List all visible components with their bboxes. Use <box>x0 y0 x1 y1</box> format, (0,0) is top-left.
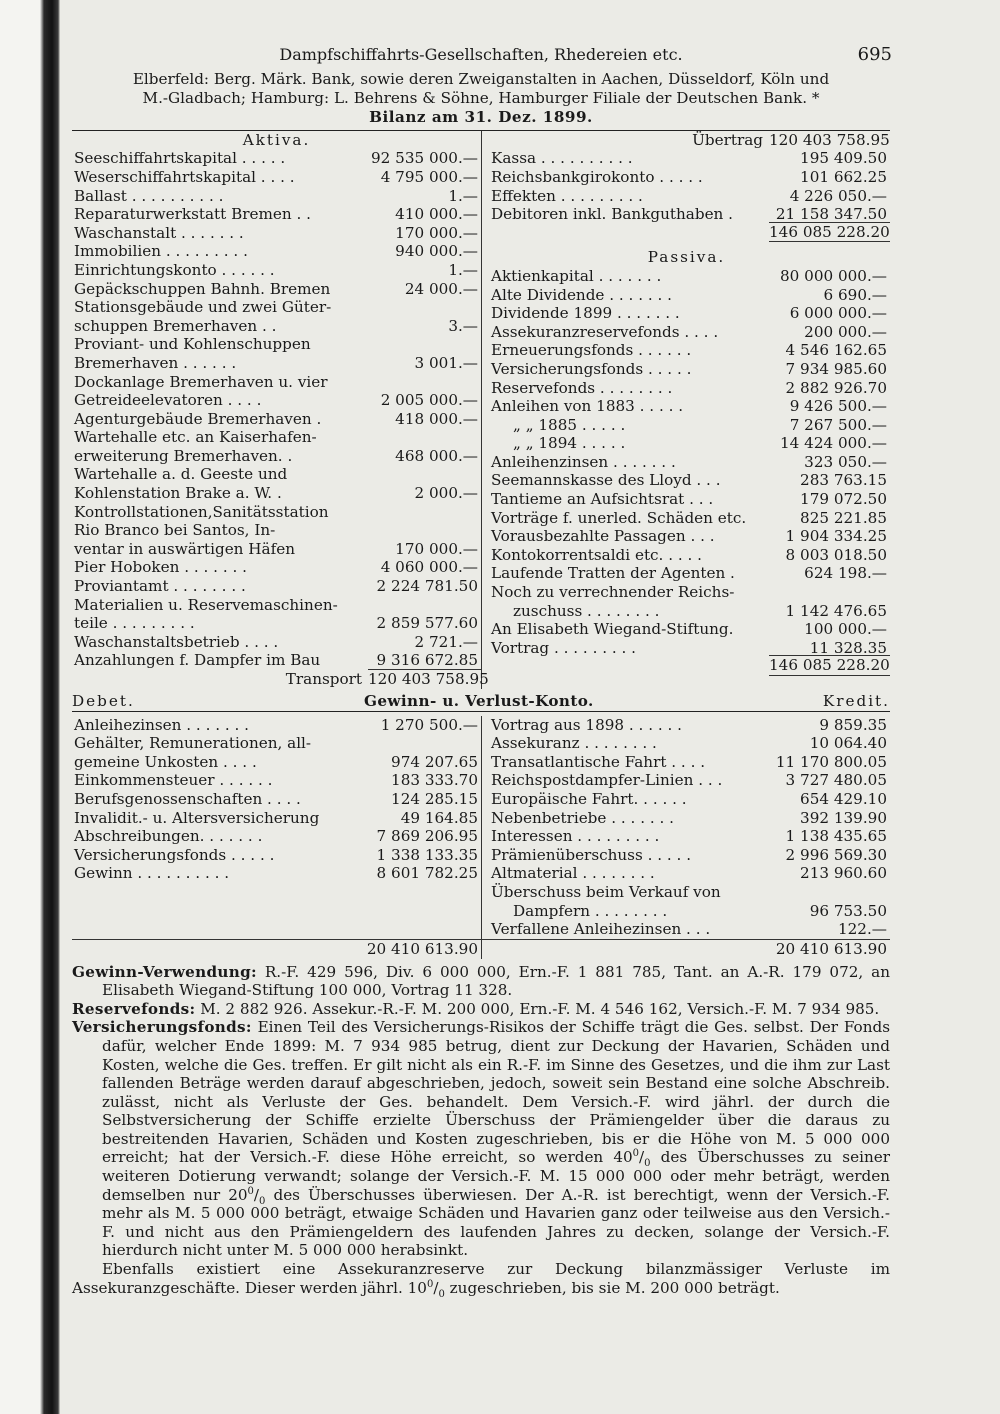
passiva-row-label: zuschuss . . . . . . . . <box>513 601 660 620</box>
passiva-row-label: An Elisabeth Wiegand-Stiftung. <box>491 620 734 639</box>
transport-label: Transport <box>285 670 362 688</box>
aktiva-passiva-right-column <box>482 131 890 689</box>
debit-row-label: Gewinn . . . . . . . . . . <box>74 864 230 883</box>
document-page <box>72 40 892 1300</box>
gewinn-verwendung-label: Gewinn-Verwendung: <box>72 962 257 981</box>
credit-row-label: Transatlantische Fahrt . . . . <box>491 752 706 771</box>
passiva-row <box>483 360 890 379</box>
credit-row-amount: 1 138 435.65 <box>785 827 887 846</box>
aktiva-rows <box>72 149 481 670</box>
passiva-row <box>483 471 890 490</box>
passiva-row-label: Vorträge f. unerled. Schäden etc. <box>491 508 747 527</box>
aktiva-row-label: Waschanstaltsbetrieb . . . . <box>74 632 279 651</box>
aktiva-row-label: Reparaturwerkstatt Bremen . . <box>74 205 311 224</box>
aktiva-cont-row-amount: 4 226 050.— <box>789 186 887 205</box>
credit-row-label: Überschuss beim Verkauf von <box>491 882 721 901</box>
aktiva-total: 146 085 228.20 <box>769 222 890 241</box>
passiva-row-amount: 9 426 500.— <box>789 397 887 416</box>
passiva-row-label: Reservefonds . . . . . . . . <box>491 378 673 397</box>
intro-line-1: Elberfeld: Berg. Märk. Bank, sowie deren Zweiganstalten in Aachen, Düsseldorf, Köln und <box>132 70 830 88</box>
aktiva-row-amount: 2 721.— <box>414 632 478 651</box>
aktiva-row <box>72 317 481 336</box>
assekuranzreserve-text-2: zugeschrieben, bis sie M. 200 000 beträgt. <box>444 1278 780 1297</box>
aktiva-row-amount: 2 859 577.60 <box>376 614 478 633</box>
credit-row-amount: 392 139.90 <box>800 808 887 827</box>
credit-row-amount: 3 727 480.05 <box>785 771 887 790</box>
intro-line-2: M.-Gladbach; Hamburg: L. Behrens & Söhne, Hamburger Filiale der Deutschen Bank. * <box>142 88 820 107</box>
passiva-total: 146 085 228.20 <box>769 656 890 675</box>
aktiva-row-amount: 410 000.— <box>395 205 478 224</box>
credit-row <box>483 734 890 753</box>
versicherungsfonds: Versicherungsfonds: Einen Teil des Versicherungs-Risikos der Schiffe trägt die Ges. selbst. Der Fonds dafür, welcher Ende 1899: M. 7 934 985 betrug, dient zur Deckung der Havarien, Schäden und Kosten, welche die Ges. treffen. Er gilt nicht als ein R.-F. im Sinne des Gesetzes, und die ihm zur Last fallenden Beträge werden darauf abgeschrieben, jedoch, soweit sein Bestand eine solche Abschreib. zulässt, nicht als Verluste der Ges. behandelt. Dem Versich.-F. wird jährl. der durch die Selbstversicherung der Schiffe erzielte Überschuss der Prämiengelder über die daraus zu bestreitenden Havarien, Schäden und Kosten zugeschrieben, bis er die Höhe von M. 5 000 000 erreicht; hat der Versich.-F. diese Höhe erreicht, so werden $40^0/_0$ des Überschusses zu seiner weiteren Dotierung verwandt; solange der Versich.-F. M. 15 000 000 oder mehr beträgt, werden demselben nur $20^0/_0$ des Überschusses überwiesen. Der A.-R. ist berechtigt, wenn der Versich.-F. mehr als M. 5 000 000 beträgt, etwaige Schäden und Havarien ganz oder teilweise aus den Versich.-F. und nicht aus den Prämiengeldern des laufenden Jahres zu decken, solange der Versich.-F. hierdurch nicht unter M. 5 000 000 herabsinkt. <box>72 1018 891 1260</box>
versicherungsfonds-text-1: Einen Teil des Versicherungs-Risikos der Schiffe trägt die Ges. selbst. Der Fonds dafür, welcher Ende 1899: M. 7 934 985 betrug, dient zur Deckung der Havarien, Schäden und Kosten, welche die Ges. treffen. Er gilt nicht als ein R.-F. im Sinne des Gesetzes, und die ihm zur Last fallenden Beträge werden darauf abgeschrieben, jedoch, soweit sein Bestand eine solche Abschreib. zulässt, nicht als Verluste der Ges. behandelt. Dem Versich.-F. wird jährl. der durch die Selbstversicherung der Schiffe erzielte Überschuss der Prämiengelder über die daraus zu bestreitenden Havarien, Schäden und Kosten zugeschrieben, bis er die Höhe von M. 5 000 000 erreicht; hat der Versich.-F. diese Höhe erreicht, so werden 40 <box>102 1018 891 1167</box>
aktiva-row-amount: 418 000.— <box>395 409 478 428</box>
aktiva-row-label: Dockanlage Bremerhaven u. vier <box>74 372 328 391</box>
transport-row <box>72 670 489 689</box>
debit-row-label: Invalidit.- u. Altersversicherung <box>74 808 320 827</box>
aktiva-row-label: erweiterung Bremerhaven. . <box>74 446 293 465</box>
passiva-row-label: Laufende Tratten der Agenten . <box>491 564 735 583</box>
aktiva-row <box>72 261 481 280</box>
debit-row <box>72 753 481 772</box>
passiva-row-label: Anleihenzinsen . . . . . . . <box>491 452 676 471</box>
credit-row-label: Reichspostdampfer-Linien . . . <box>491 771 723 790</box>
debit-row-amount: 49 164.85 <box>400 808 478 827</box>
debit-row-label: gemeine Unkosten . . . . <box>74 752 257 771</box>
aktiva-row <box>72 187 481 206</box>
passiva-row-label: „ „ 1894 . . . . . <box>513 434 626 453</box>
passiva-row-amount: 1 142 476.65 <box>785 601 887 620</box>
credit-row <box>483 771 890 790</box>
debit-row-amount: 7 869 206.95 <box>376 827 478 846</box>
aktiva-column <box>72 130 489 689</box>
passiva-row-label: Assekuranzreservefonds . . . . <box>491 322 719 341</box>
debit-row-amount: 1 270 500.— <box>380 715 478 734</box>
aktiva-cont-row-label: Debitoren inkl. Bankguthaben . <box>491 205 733 224</box>
aktiva-cont-row-label: Kassa . . . . . . . . . . <box>491 149 633 168</box>
passiva-heading: Passiva. <box>647 248 726 267</box>
passiva-row <box>483 490 890 509</box>
passiva-row-label: Alte Dividende . . . . . . . <box>491 285 673 304</box>
passiva-row <box>483 453 890 472</box>
credit-row-amount: 122.— <box>837 920 887 939</box>
passiva-row-label: Vorausbezahlte Passagen . . . <box>491 527 715 546</box>
gv-table <box>72 716 890 939</box>
assekuranzreserve: Ebenfalls existiert eine Assekuranzreserve zur Deckung bilanzmässiger Verluste im Assekuranzgeschäfte. Dieser werden jährl. $10^0/_0$ zugeschrieben, bis sie M. 200 000 beträgt. <box>72 1260 890 1300</box>
credit-row-label: Nebenbetriebe . . . . . . . <box>491 808 674 827</box>
debit-row-amount: 8 601 782.25 <box>376 864 478 883</box>
aktiva-row-label: Proviant- und Kohlenschuppen <box>74 335 311 354</box>
gewinn-verwendung-text: R.-F. 429 596, Div. 6 000 000, Ern.-F. 1 881 785, Tant. an A.-R. 179 072, an Elisabeth Wiegand-Stiftung 100 000, Vortrag 11 328. <box>102 962 891 1000</box>
credit-row-amount: 96 753.50 <box>809 901 887 920</box>
aktiva-row-amount: 1.— <box>448 186 478 205</box>
aktiva-row-label: Seeschiffahrtskapital . . . . . <box>74 149 286 168</box>
credit-row-label: Vortrag aus 1898 . . . . . . <box>491 715 682 734</box>
passiva-row-amount: 323 050.— <box>804 452 887 471</box>
aktiva-row-label: Pier Hoboken . . . . . . . <box>74 558 247 577</box>
aktiva-row <box>72 168 481 187</box>
aktiva-row-label: Stationsgebäude und zwei Güter- <box>74 298 332 317</box>
credit-row-amount: 9 859.35 <box>819 715 887 734</box>
passiva-row-amount: 200 000.— <box>804 322 887 341</box>
passiva-row-amount: 179 072.50 <box>800 490 887 509</box>
credit-row <box>483 883 890 902</box>
credit-row <box>483 753 890 772</box>
passiva-row <box>483 509 890 528</box>
debit-row <box>72 846 481 865</box>
aktiva-row-label: Weserschiffahrtskapital . . . . <box>74 167 295 186</box>
passiva-row-label: Seemannskasse des Lloyd . . . <box>491 471 721 490</box>
debet-label: Debet. <box>72 692 135 710</box>
transport-amount: 120 403 758.95 <box>368 670 489 688</box>
reservefonds-text: M. 2 882 926. Assekur.-R.-F. M. 200 000, Ern.-F. M. 4 546 162, Versich.-F. M. 7 934 985. <box>200 999 880 1018</box>
passiva-row-label: Anleihen von 1883 . . . . . <box>491 397 684 416</box>
aktiva-row-label: Ballast . . . . . . . . . . <box>74 186 224 205</box>
aktiva-row <box>72 503 481 522</box>
debit-row <box>72 734 481 753</box>
gv-header <box>72 691 890 712</box>
aktiva-row <box>72 484 481 503</box>
credit-row <box>483 864 890 883</box>
versicherungsfonds-text-2: des Überschusses zu seiner weiteren Dotierung verwandt; solange der Versich.-F. M. 15 000 000 oder mehr beträgt, werden demselben nur 20 <box>102 1148 890 1204</box>
aktiva-row <box>72 205 481 224</box>
passiva-row <box>483 434 890 453</box>
debit-row-label: Einkommensteuer . . . . . . <box>74 771 273 790</box>
debit-row <box>72 827 481 846</box>
aktiva-cont-row-label: Effekten . . . . . . . . . <box>491 186 643 205</box>
aktiva-row-label: teile . . . . . . . . . <box>74 614 195 633</box>
credit-total: 20 410 613.90 <box>482 939 890 959</box>
aktiva-row <box>72 540 481 559</box>
aktiva-row-amount: 2 005 000.— <box>380 391 478 410</box>
aktiva-row-label: Materialien u. Reservemaschinen- <box>74 595 338 614</box>
debit-row-label: Gehälter, Remunerationen, all- <box>74 734 312 753</box>
passiva-row-label: Noch zu verrechnender Reichs- <box>491 583 735 602</box>
aktiva-row-label: Anzahlungen f. Dampfer im Bau <box>74 651 321 670</box>
aktiva-row-label: Einrichtungskonto . . . . . . <box>74 260 275 279</box>
passiva-row-amount: 14 424 000.— <box>780 434 887 453</box>
debit-rows <box>72 716 481 883</box>
aktiva-row-label: Wartehalle etc. an Kaiserhafen- <box>74 428 317 447</box>
aktiva-row-amount: 4 795 000.— <box>380 167 478 186</box>
debit-row-label: Abschreibungen. . . . . . . <box>74 827 263 846</box>
debit-row-label: Versicherungsfonds . . . . . <box>74 845 275 864</box>
passiva-row-label: Versicherungsfonds . . . . . <box>491 359 692 378</box>
aktiva-row <box>72 224 481 243</box>
passiva-row <box>483 583 890 602</box>
uebertrag-row <box>483 131 890 150</box>
aktiva-row-label: Bremerhaven . . . . . . <box>74 353 237 372</box>
passiva-row <box>483 546 890 565</box>
passiva-row-amount: 100 000.— <box>804 620 887 639</box>
credit-row-amount: 11 170 800.05 <box>775 752 887 771</box>
aktiva-row <box>72 596 481 615</box>
aktiva-row-amount: 170 000.— <box>395 539 478 558</box>
aktiva-row <box>72 298 481 317</box>
credit-row <box>483 827 890 846</box>
debit-row <box>72 809 481 828</box>
passiva-row <box>483 602 890 621</box>
passiva-row-label: Tantieme an Aufsichtsrat . . . <box>491 490 714 509</box>
passiva-row <box>483 323 890 342</box>
aktiva-row-label: Getreideelevatoren . . . . <box>74 391 262 410</box>
credit-row <box>483 790 890 809</box>
uebertrag-amount: 120 403 758.95 <box>769 130 890 149</box>
aktiva-row <box>72 465 481 484</box>
aktiva-row <box>72 410 481 429</box>
aktiva-row-label: Waschanstalt . . . . . . . <box>74 223 244 242</box>
passiva-row-label: Erneuerungsfonds . . . . . . <box>491 341 692 360</box>
credit-row-label: Prämienüberschuss . . . . . <box>491 845 692 864</box>
versicherungsfonds-label: Versicherungsfonds: <box>72 1018 252 1037</box>
passiva-row-amount: 2 882 926.70 <box>785 378 887 397</box>
credit-row-label: Altmaterial . . . . . . . . <box>491 864 655 883</box>
passiva-row-amount: 283 763.15 <box>800 471 887 490</box>
passiva-row <box>483 304 890 323</box>
passiva-row-amount: 825 221.85 <box>800 508 887 527</box>
kredit-label: Kredit. <box>822 692 890 710</box>
passiva-row-amount: 6 000 000.— <box>789 304 887 323</box>
credit-row-amount: 654 429.10 <box>800 789 887 808</box>
aktiva-row-label: Gepäckschuppen Bahnh. Bremen <box>74 279 331 298</box>
passiva-row-label: Kontokorrentsaldi etc. . . . . <box>491 545 703 564</box>
assekuranzreserve-text-1: Ebenfalls existiert eine Assekuranzreserve zur Deckung bilanzmässiger Verluste im Assekuranzgeschäfte. Dieser werden jährl. 10 <box>72 1260 890 1297</box>
aktiva-row-amount: 9 316 672.85 <box>376 651 478 670</box>
credit-row <box>483 809 890 828</box>
passiva-row <box>483 527 890 546</box>
passiva-total-row <box>483 657 890 676</box>
aktiva-row <box>72 521 481 540</box>
debit-column <box>72 716 482 939</box>
credit-column <box>482 716 890 939</box>
intro <box>72 70 890 127</box>
book-spine-shadow <box>0 0 60 1414</box>
running-head <box>72 40 890 70</box>
uebertrag-label: Übertrag <box>692 130 763 149</box>
bilanz-title: Bilanz am 31. Dez. 1899. <box>369 108 593 127</box>
aktiva-row-amount: 24 000.— <box>404 279 478 298</box>
passiva-row-amount: 6 690.— <box>823 285 887 304</box>
aktiva-row <box>72 633 481 652</box>
aktiva-row <box>72 558 481 577</box>
aktiva-row-amount: 4 060 000.— <box>380 558 478 577</box>
aktiva-cont-row <box>483 168 890 187</box>
aktiva-row <box>72 614 481 633</box>
aktiva-cont-row-amount: 101 662.25 <box>800 167 887 186</box>
aktiva-row-label: ventar in auswärtigen Häfen <box>74 539 295 558</box>
reservefonds-label: Reservefonds: <box>72 999 196 1018</box>
passiva-row <box>483 341 890 360</box>
aktiva-row <box>72 447 481 466</box>
passiva-row-amount: 1 904 334.25 <box>785 527 887 546</box>
debit-row <box>72 864 481 883</box>
aktiva-row-label: Immobilien . . . . . . . . . <box>74 242 248 261</box>
aktiva-row-label: Wartehalle a. d. Geeste und <box>74 465 288 484</box>
aktiva-row <box>72 391 481 410</box>
debit-row-amount: 183 333.70 <box>391 771 478 790</box>
credit-row-label: Europäische Fahrt. . . . . . <box>491 789 687 808</box>
credit-row-label: Interessen . . . . . . . . . <box>491 827 660 846</box>
aktiva-row <box>72 280 481 299</box>
passiva-row-amount: 8 003 018.50 <box>785 545 887 564</box>
credit-rows <box>483 716 890 939</box>
aktiva-row-label: Rio Branco bei Santos, In- <box>74 521 276 540</box>
credit-row <box>483 920 890 939</box>
aktiva-row <box>72 242 481 261</box>
page-number: 695 <box>857 44 892 65</box>
aktiva-row-label: Proviantamt . . . . . . . . <box>74 577 246 596</box>
passiva-row-amount: 4 546 162.65 <box>785 341 887 360</box>
debit-row <box>72 716 481 735</box>
aktiva-row-amount: 940 000.— <box>395 242 478 261</box>
aktiva-row <box>72 651 481 670</box>
passiva-row <box>483 564 890 583</box>
aktiva-row-amount: 2 224 781.50 <box>376 577 478 596</box>
debit-row <box>72 790 481 809</box>
aktiva-row-label: Agenturgebäude Bremerhaven . <box>74 409 322 428</box>
credit-row <box>483 846 890 865</box>
aktiva-row-amount: 170 000.— <box>395 223 478 242</box>
aktiva-cont-row-amount: 21 158 347.50 <box>775 205 887 224</box>
aktiva-row <box>72 428 481 447</box>
passiva-rows <box>483 267 890 657</box>
aktiva-row <box>72 354 481 373</box>
running-head-title: Dampfschiffahrts-Gesellschaften, Rhedereien etc. <box>279 45 683 64</box>
passiva-row <box>483 267 890 286</box>
credit-row-amount: 2 996 569.30 <box>785 845 887 864</box>
debit-row-label: Anleihezinsen . . . . . . . <box>74 715 250 734</box>
passiva-row <box>483 286 890 305</box>
aktiva-cont-row <box>483 149 890 168</box>
aktiva-row <box>72 149 481 168</box>
passiva-row <box>483 416 890 435</box>
reservefonds <box>72 1000 890 1019</box>
debit-total: 20 410 613.90 <box>72 939 482 959</box>
passiva-row-label: „ „ 1885 . . . . . <box>513 415 626 434</box>
aktiva-total-row <box>483 224 890 243</box>
aktiva-cont-rows <box>483 149 890 223</box>
passiva-row-amount: 7 934 985.60 <box>785 359 887 378</box>
credit-row-label: Verfallene Anleihezinsen . . . <box>491 920 711 939</box>
credit-row-amount: 10 064.40 <box>809 734 887 753</box>
debit-row-label: Berufsgenossenschaften . . . . <box>74 789 301 808</box>
passiva-row <box>483 397 890 416</box>
aktiva-row-label: Kohlenstation Brake a. W. . <box>74 484 282 503</box>
aktiva-row-amount: 2 000.— <box>414 484 478 503</box>
aktiva-row-amount: 1.— <box>448 260 478 279</box>
credit-row-label: Dampfern . . . . . . . . <box>513 901 668 920</box>
passiva-row-amount: 80 000 000.— <box>780 266 887 285</box>
notes <box>72 963 890 1298</box>
aktiva-row <box>72 373 481 392</box>
aktiva-row <box>72 335 481 354</box>
debit-row-amount: 124 285.15 <box>391 789 478 808</box>
gewinn-verwendung <box>72 963 890 1000</box>
aktiva-row-label: schuppen Bremerhaven . . <box>74 316 277 335</box>
passiva-row <box>483 620 890 639</box>
aktiva-row-amount: 468 000.— <box>395 446 478 465</box>
versicherungsfonds-text-3: des Überschusses überwiesen. Der A.-R. ist berechtigt, wenn der Versich.-F. mehr als M. 5 000 000 beträgt, etwaige Schäden und Havarien ganz oder teilweise aus den Versich.-F. und nicht aus den Prämiengeldern des laufenden Jahres zu decken, solange der Versich.-F. hierdurch nicht unter M. 5 000 000 herabsinkt. <box>102 1185 890 1260</box>
passiva-row-amount: 624 198.— <box>804 564 887 583</box>
aktiva-cont-row-amount: 195 409.50 <box>800 149 887 168</box>
credit-row-label: Assekuranz . . . . . . . . <box>491 734 657 753</box>
gv-totals <box>72 939 890 959</box>
passiva-row <box>483 379 890 398</box>
passiva-row-label: Dividende 1899 . . . . . . . <box>491 304 680 323</box>
credit-row <box>483 902 890 921</box>
aktiva-cont-row <box>483 187 890 206</box>
credit-row-amount: 213 960.60 <box>800 864 887 883</box>
passiva-row-amount: 7 267 500.— <box>789 415 887 434</box>
debit-row-amount: 1 338 133.35 <box>376 845 478 864</box>
bilanz-table <box>72 131 890 689</box>
aktiva-heading: Aktiva. <box>242 130 311 149</box>
debit-row <box>72 771 481 790</box>
aktiva-row-amount: 3.— <box>448 316 478 335</box>
aktiva-row-amount: 92 535 000.— <box>371 149 478 168</box>
credit-row <box>483 716 890 735</box>
aktiva-row-label: Kontrollstationen,Sanitätsstation <box>74 502 329 521</box>
passiva-row-amount: 11 328.35 <box>809 638 887 657</box>
gv-title: Gewinn- u. Verlust-Konto. <box>363 692 594 710</box>
aktiva-cont-row-label: Reichsbankgirokonto . . . . . <box>491 167 703 186</box>
passiva-row-label: Vortrag . . . . . . . . . <box>491 638 637 657</box>
aktiva-row-amount: 3 001.— <box>414 353 478 372</box>
passiva-row-label: Aktienkapital . . . . . . . <box>491 266 662 285</box>
debit-row-amount: 974 207.65 <box>391 752 478 771</box>
aktiva-row <box>72 577 481 596</box>
